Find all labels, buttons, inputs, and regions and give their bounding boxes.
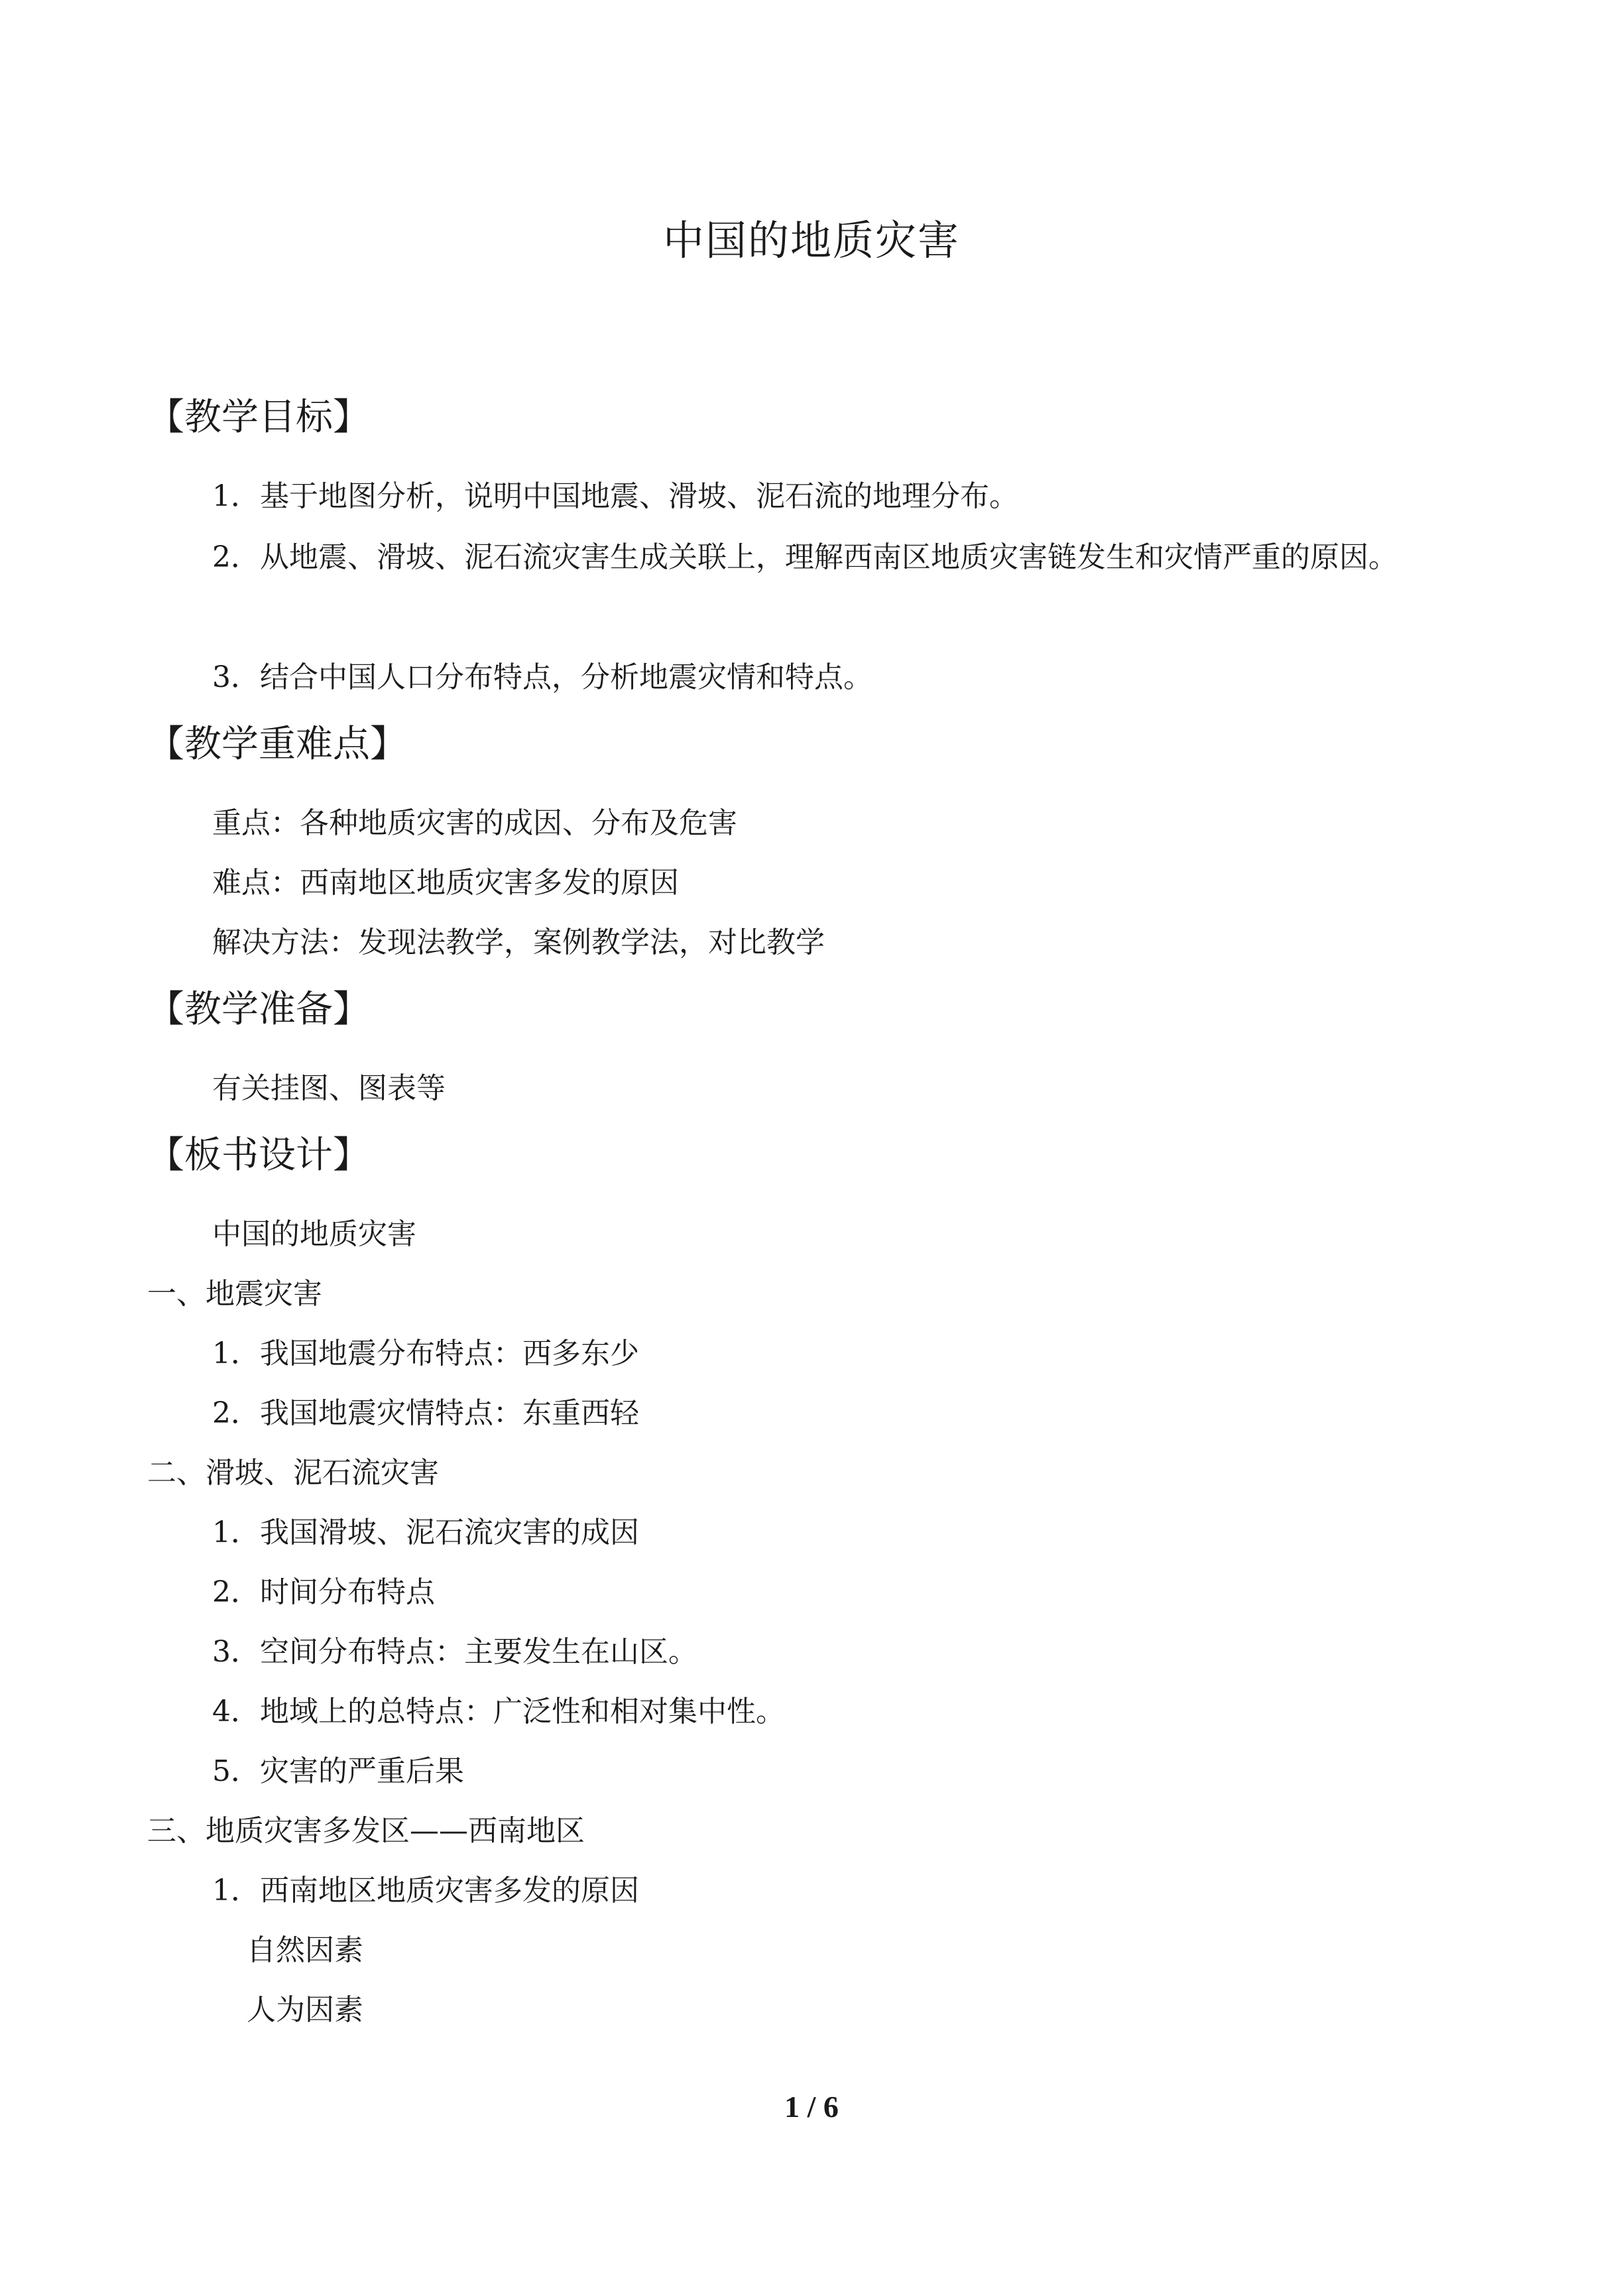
board-item: 1．西南地区地质灾害多发的原因	[212, 1874, 639, 1907]
board-title: 中国的地质灾害	[212, 1217, 416, 1251]
board-subitem-natural: 自然因素	[247, 1933, 363, 1967]
board-item: 2．时间分布特点	[212, 1575, 435, 1609]
key-points-heading: 【教学重难点】	[147, 723, 407, 766]
objective-item-1: 1．基于地图分析，说明中国地震、滑坡、泥石流的地理分布。	[212, 479, 1018, 513]
board-section-earthquake: 一、地震灾害	[147, 1277, 322, 1311]
board-subitem-human: 人为因素	[247, 1993, 363, 2027]
board-item: 2．我国地震灾情特点：东重西轻	[212, 1396, 639, 1430]
board-item: 4．地域上的总特点：广泛性和相对集中性。	[212, 1695, 785, 1728]
key-point-difficulty: 难点：西南地区地质灾害多发的原因	[212, 866, 679, 900]
preparation-heading: 【教学准备】	[147, 988, 370, 1031]
objective-item-3: 3．结合中国人口分布特点，分析地震灾情和特点。	[212, 660, 872, 694]
document-title: 中国的地质灾害	[662, 216, 960, 265]
board-item: 1．我国滑坡、泥石流灾害的成因	[212, 1516, 639, 1549]
board-section-landslide: 二、滑坡、泥石流灾害	[147, 1456, 439, 1490]
board-section-southwest: 三、地质灾害多发区——西南地区	[147, 1814, 585, 1848]
preparation-item: 有关挂图、图表等	[212, 1071, 446, 1105]
objectives-heading: 【教学目标】	[147, 396, 370, 439]
objective-item-2: 2．从地震、滑坡、泥石流灾害生成关联上，理解西南区地质灾害链发生和灾情严重的原因。	[212, 540, 1398, 574]
board-item: 5．灾害的严重后果	[212, 1754, 464, 1788]
page-number: 1 / 6	[784, 2090, 839, 2124]
key-point-focus: 重点：各种地质灾害的成因、分布及危害	[212, 806, 737, 840]
key-point-method: 解决方法：发现法教学，案例教学法，对比教学	[212, 926, 825, 959]
board-item: 1．我国地震分布特点：西多东少	[212, 1337, 639, 1370]
board-item: 3．空间分布特点：主要发生在山区。	[212, 1635, 697, 1669]
board-heading: 【板书设计】	[147, 1134, 370, 1177]
